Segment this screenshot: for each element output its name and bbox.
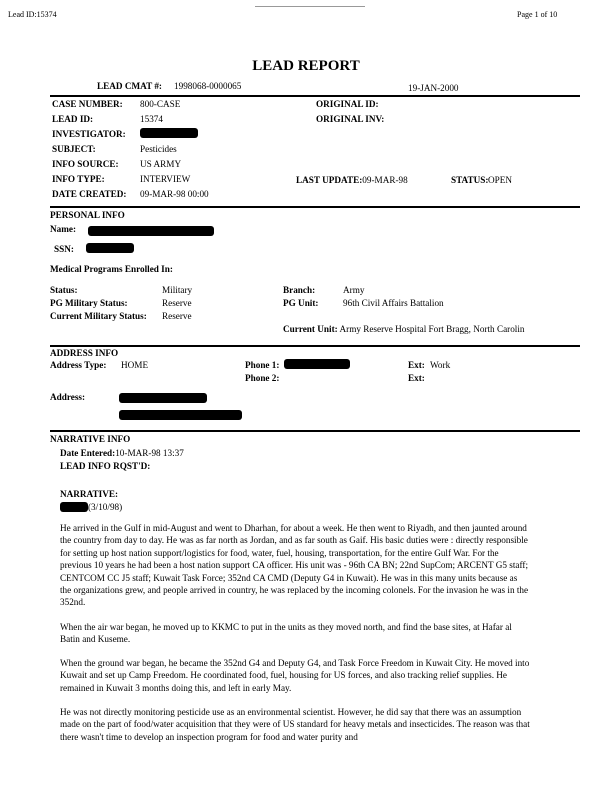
investigator-label: INVESTIGATOR: [52, 129, 126, 139]
date-created: 09-MAR-98 00:00 [140, 189, 209, 199]
name-label: Name: [50, 224, 77, 234]
info-source: US ARMY [140, 159, 182, 169]
address-type: HOME [121, 360, 149, 370]
narrative-heading: NARRATIVE INFO [50, 434, 131, 444]
phone1-redaction [284, 359, 350, 369]
divider-narrative [50, 430, 580, 432]
current-unit-value: Army Reserve Hospital Fort Bragg, North Carolin [339, 324, 525, 334]
narrative-paragraph-4: He was not directly monitoring pesticide use as an environmental scientist. However, he did say that there was an assumption made on the part of food/water acquisition that they were of US standard for heavy metals and insecticides. The reason was that there wasn't time to develop an inspection program for food and water purity and [60, 707, 530, 742]
current-unit-label: Current Unit: [283, 324, 338, 334]
cmat-value: 1998068-0000065 [174, 81, 242, 91]
date-entered-label: Date Entered: [60, 448, 116, 458]
date-created-label: DATE CREATED: [52, 189, 127, 199]
info-type-label: INFO TYPE: [52, 174, 105, 184]
last-update-value: 09-MAR-98 [362, 175, 408, 185]
pg-mil-label: PG Military Status: [50, 298, 128, 308]
last-update [296, 175, 408, 185]
narrative-paragraph-1: He arrived in the Gulf in mid-August and went to Dharhan, for about a week. He then went to Riyadh, and then jaunted around the country from day to day. He was as far north as Jordan, and as far south as Gaif. His basic duties were : directly responsible for setting up host nation support/logistics for food, water, fuel, housing, transportation, for the entire Gulf War. For the previous 10 years he had been a host nation support CA officer. His unit was - 96th CA BN; 22nd SupCom; ARCENT G5 staff; CENTCOM CC J5 staff; Kuwait Task Force; 352nd CA CMD (Deputy G4 in Kuwait). He was in this many units because as the organizations grew, and people arrived in country, he was replaced by the incoming colonels. For the invasion he was in the 352nd. [60, 523, 529, 608]
ext1-label: Ext: [408, 360, 425, 370]
status-mil: Military [162, 285, 193, 295]
personal-heading: PERSONAL INFO [50, 210, 125, 220]
ext2-label: Ext: [408, 373, 425, 383]
lead-info-rqst-label: LEAD INFO RQST'D: [60, 461, 151, 471]
pg-unit: 96th Civil Affairs Battalion [343, 298, 444, 308]
date-entered [60, 448, 184, 458]
pg-unit-label: PG Unit: [283, 298, 319, 308]
page-label: Page [517, 10, 533, 19]
ssn-redaction [86, 243, 134, 253]
address-heading: ADDRESS INFO [50, 348, 119, 358]
page-of: of [540, 10, 548, 19]
narrative-author-redaction [60, 502, 88, 512]
cur-mil: Reserve [162, 311, 192, 321]
info-type: INTERVIEW [140, 174, 191, 184]
investigator-redaction [140, 128, 198, 138]
header-scan-line [255, 6, 365, 7]
lead-id-label: LEAD ID: [52, 114, 94, 124]
address-line2-redaction [119, 410, 242, 420]
narrative-paragraph-3: When the ground war began, he became the 352nd G4 and Deputy G4, and Task Force Freedom in Kuwait City. He moved into Kuwait and set up Camp Freedom. He coordinated food, fuel, housing for US forces, and also tracking relief supplies. He remained in Kuwait 3 months doing this, and left in early May. [60, 658, 530, 693]
address-type-label: Address Type: [50, 360, 107, 370]
page-title: LEAD REPORT [252, 58, 360, 74]
divider-address [50, 345, 580, 347]
date-entered-value: 10-MAR-98 13:37 [115, 448, 184, 458]
divider-top [50, 95, 580, 97]
original-id-label: ORIGINAL ID: [316, 99, 379, 109]
status-value: OPEN [488, 175, 512, 185]
cur-mil-label: Current Military Status: [50, 311, 147, 321]
header-lead-id: Lead ID:15374 [8, 10, 57, 19]
ext1: Work [430, 360, 451, 370]
address-label: Address: [50, 392, 86, 402]
page-total: 10 [549, 10, 558, 19]
status-label: STATUS: [451, 175, 489, 185]
page-number: 1 [534, 10, 539, 19]
branch-label: Branch: [283, 285, 316, 295]
info-source-label: INFO SOURCE: [52, 159, 119, 169]
pg-mil: Reserve [162, 298, 192, 308]
case-number: 800-CASE [140, 99, 181, 109]
report-date: 19-JAN-2000 [408, 83, 459, 93]
narrative-label: NARRATIVE: [60, 489, 119, 499]
header-page [517, 10, 557, 19]
address-line1-redaction [119, 393, 207, 403]
phone2-label: Phone 2: [245, 373, 280, 383]
current-unit [283, 324, 525, 334]
phone1-label: Phone 1: [245, 360, 280, 370]
status-mil-label: Status: [50, 285, 78, 295]
name-redaction [88, 226, 214, 236]
cmat-label: LEAD CMAT #: [97, 81, 162, 91]
lead-id: 15374 [140, 114, 163, 124]
subject-label: SUBJECT: [52, 144, 96, 154]
subject: Pesticides [140, 144, 177, 154]
narrative-paragraph-2: When the air war began, he moved up to KKMC to put in the units as they moved north, and find the base sites, at Hafar al Batin and Kuseme. [60, 622, 512, 645]
original-inv-label: ORIGINAL INV: [316, 114, 385, 124]
last-update-label: LAST UPDATE: [296, 175, 363, 185]
case-number-label: CASE NUMBER: [52, 99, 123, 109]
narrative-entry-date: (3/10/98) [88, 502, 123, 512]
ssn-label: SSN: [54, 244, 74, 254]
divider-personal [50, 206, 580, 208]
medical-label: Medical Programs Enrolled In: [50, 264, 173, 274]
branch: Army [343, 285, 365, 295]
